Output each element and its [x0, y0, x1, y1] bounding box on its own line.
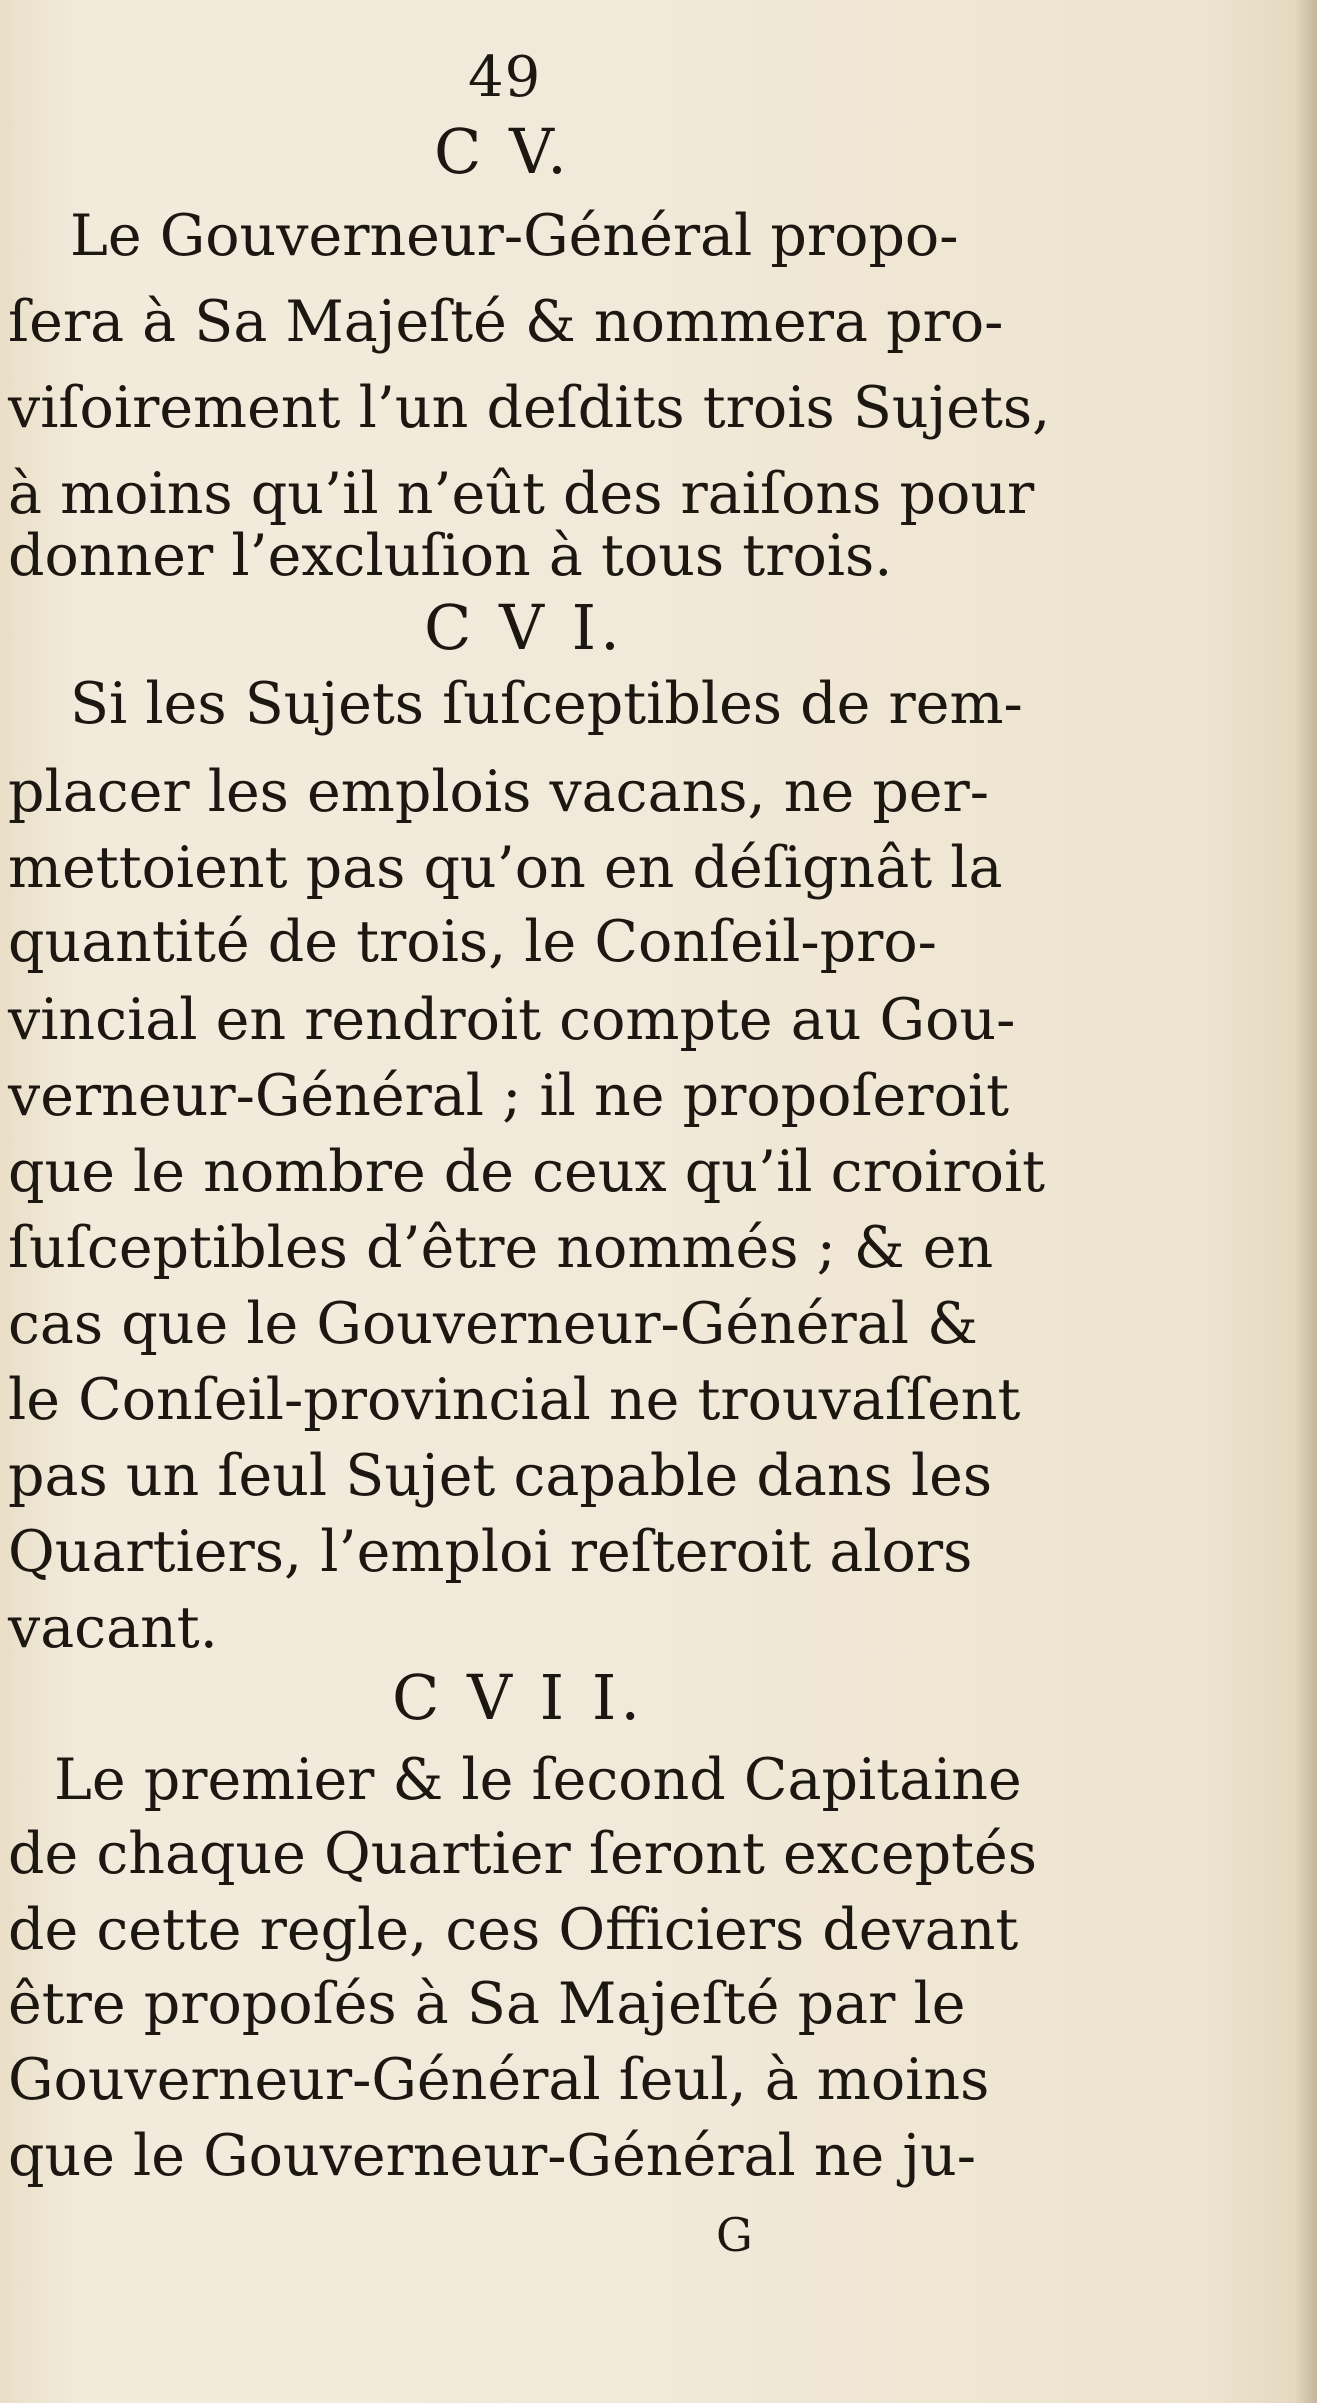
- text-line: Si les Sujets ſuſceptibles de rem-: [70, 671, 1023, 737]
- text-line: ſuſceptibles d’être nommés ; & en: [8, 1215, 994, 1281]
- text-line: Le premier & le ſecond Capitaine: [54, 1747, 1022, 1813]
- text-line: mettoient pas qu’on en déſignât la: [8, 835, 1003, 901]
- text-line: Quartiers, l’emploi reſteroit alors: [8, 1519, 973, 1585]
- text-line: Gouverneur-Général ſeul, à moins: [8, 2047, 990, 2113]
- article-heading-cv: C V.: [434, 115, 571, 188]
- text-line: pas un ſeul Sujet capable dans les: [8, 1443, 993, 1509]
- text-line: de chaque Quartier ſeront exceptés: [8, 1821, 1037, 1887]
- text-line: donner l’excluſion à tous trois.: [8, 523, 893, 589]
- text-line: que le Gouverneur-Général ne ju-: [8, 2123, 977, 2189]
- signature-mark: G: [716, 2208, 753, 2262]
- text-line: le Conſeil-provincial ne trouvaſſent: [8, 1367, 1021, 1433]
- text-line: être propoſés à Sa Majeſté par le: [8, 1971, 966, 2037]
- text-line: de cette regle, ces Officiers devant: [8, 1897, 1019, 1963]
- text-line: quantité de trois, le Conſeil-pro-: [8, 909, 937, 975]
- text-line: que le nombre de ceux qu’il croiroit: [8, 1139, 1046, 1205]
- article-heading-cvi: C V I.: [424, 591, 624, 664]
- text-line: verneur-Général ; il ne propoſeroit: [8, 1063, 1009, 1129]
- text-line: vincial en rendroit compte au Gou-: [8, 987, 1016, 1053]
- text-line: à moins qu’il n’eût des raiſons pour: [8, 461, 1035, 527]
- text-line: cas que le Gouverneur-Général &: [8, 1291, 978, 1357]
- page-edge-shadow: [1295, 0, 1317, 2403]
- article-heading-cvii: C V I I.: [392, 1661, 645, 1734]
- text-line: Le Gouverneur-Général propo-: [70, 203, 959, 269]
- text-line: viſoirement l’un deſdits trois Sujets,: [8, 375, 1051, 441]
- text-line: placer les emplois vacans, ne per-: [8, 759, 990, 825]
- page-number: 49: [468, 45, 542, 110]
- text-line: vacant.: [8, 1595, 218, 1661]
- text-line: ſera à Sa Majeſté & nommera pro-: [8, 289, 1004, 355]
